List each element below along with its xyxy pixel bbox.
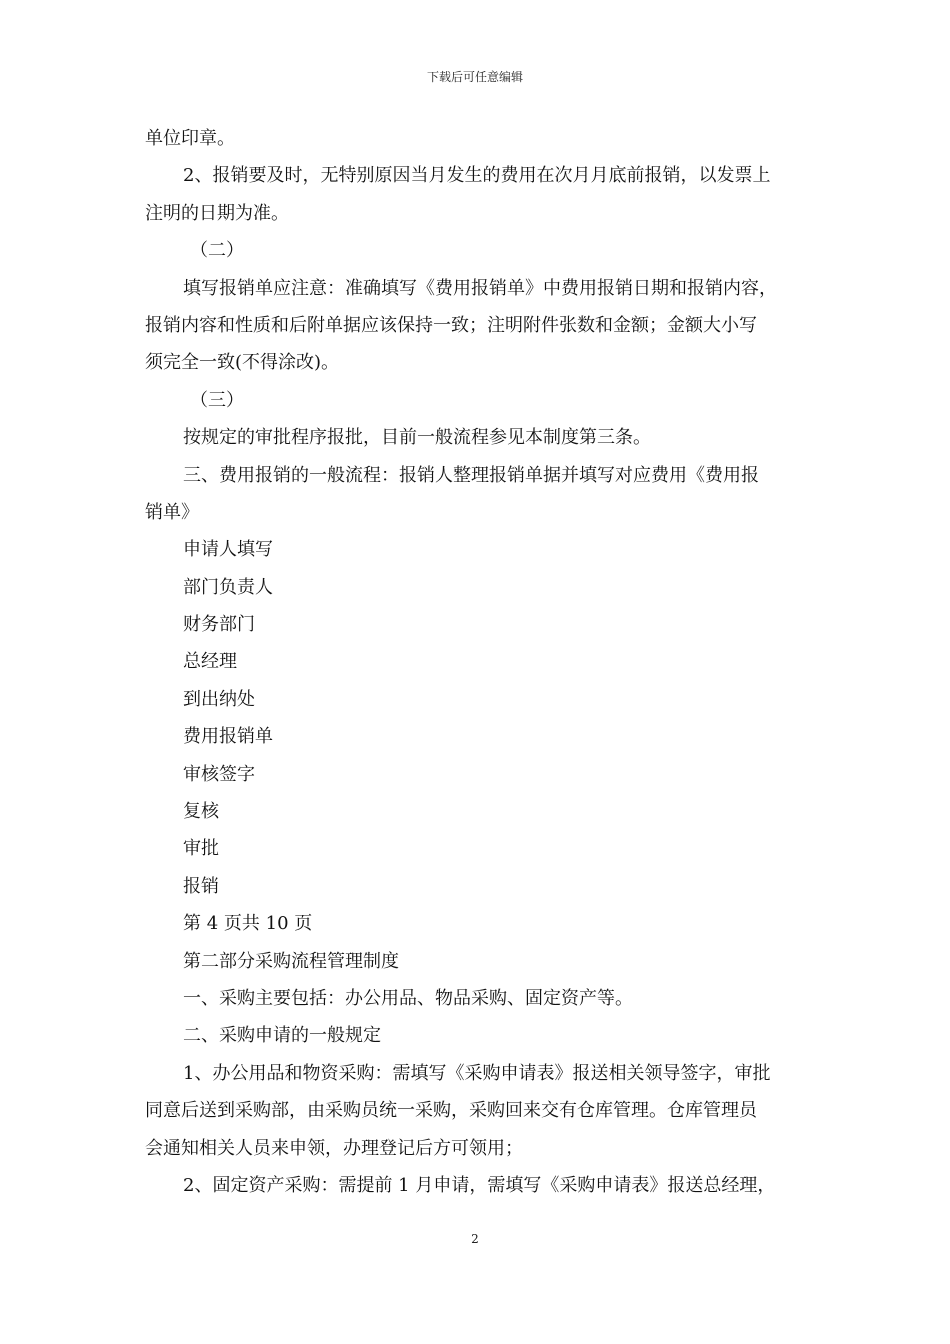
text-line: 复核 — [183, 801, 219, 823]
text-line: 财务部门 — [183, 614, 255, 636]
text-line: 第 4 页共 10 页 — [183, 913, 313, 935]
text-line: 到出纳处 — [183, 688, 255, 710]
text-line: 2、固定资产采购：需提前 1 月申请，需填写《采购申请表》报送总经理， — [183, 1174, 776, 1196]
text-line: （三） — [190, 389, 244, 411]
text-line: 总经理 — [183, 651, 237, 673]
text-line: 销单》 — [145, 501, 199, 523]
text-line: 费用报销单 — [183, 726, 273, 748]
text-line: 2、报销要及时，无特别原因当月发生的费用在次月月底前报销，以发票上 — [183, 165, 771, 187]
text-line: 单位印章。 — [145, 128, 235, 149]
text-line: 部门负责人 — [183, 576, 273, 598]
text-line: 报销内容和性质和后附单据应该保持一致；注明附件张数和金额；金额大小写 — [145, 314, 757, 336]
text-line: 1、办公用品和物资采购：需填写《采购申请表》报送相关领导签字，审批 — [183, 1062, 771, 1084]
text-line: 二、采购申请的一般规定 — [183, 1025, 381, 1047]
text-line: 审核签字 — [183, 763, 255, 785]
text-line: 申请人填写 — [183, 539, 273, 561]
text-line: 会通知相关人员来申领，办理登记后方可领用； — [145, 1137, 523, 1159]
text-line: 报销 — [183, 875, 219, 897]
page-number: 2 — [471, 1232, 479, 1246]
document-body — [145, 120, 810, 1204]
text-line: 注明的日期为准。 — [145, 202, 289, 224]
text-line: 第二部分采购流程管理制度 — [183, 950, 399, 972]
text-line: 填写报销单应注意：准确填写《费用报销单》中费用报销日期和报销内容， — [183, 277, 777, 299]
page-header: 下载后可任意编辑 — [426, 70, 523, 84]
text-line: （二） — [190, 240, 244, 262]
text-line: 同意后送到采购部，由采购员统一采购，采购回来交有仓库管理。仓库管理员 — [145, 1100, 757, 1122]
text-line: 一、采购主要包括：办公用品、物品采购、固定资产等。 — [183, 987, 633, 1009]
text-line: 按规定的审批程序报批，目前一般流程参见本制度第三条。 — [183, 427, 651, 449]
text-line: 审批 — [183, 838, 219, 860]
text-line: 三、费用报销的一般流程：报销人整理报销单据并填写对应费用《费用报 — [183, 464, 759, 486]
text-line: 须完全一致(不得涂改)。 — [145, 352, 340, 374]
